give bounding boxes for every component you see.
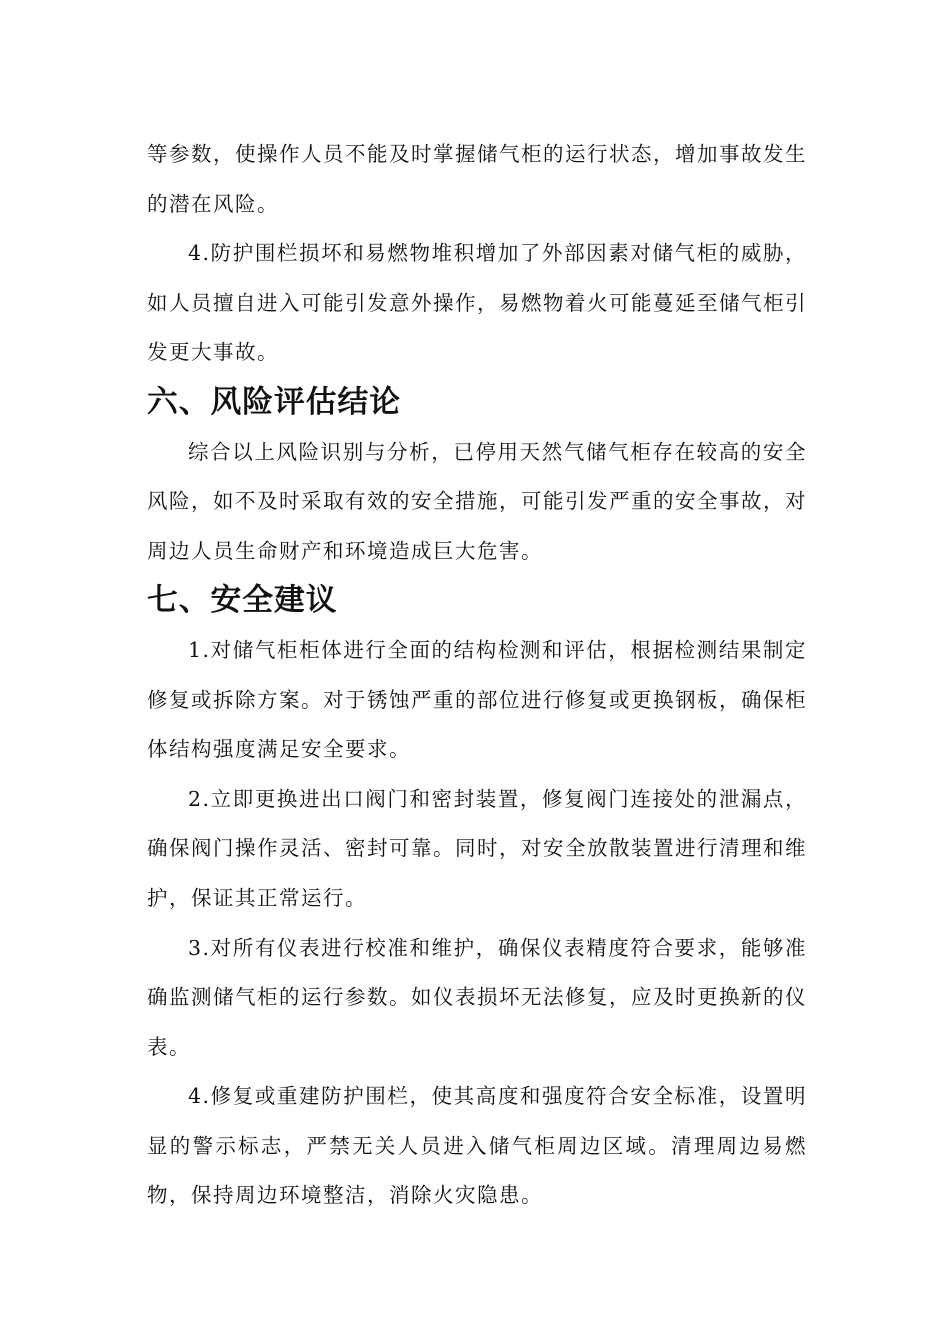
paragraph-risk-4: 4.防护围栏损坏和易燃物堆积增加了外部因素对储气柜的威胁，如人员擅自进入可能引发意外操作，易燃物着火可能蔓延至储气柜引发更大事故。 <box>147 241 807 365</box>
paragraph-continuation: 等参数，使操作人员不能及时掌握储气柜的运行状态，增加事故发生的潜在风险。 <box>147 142 807 216</box>
paragraph-advice-1: 1.对储气柜柜体进行全面的结构检测和评估，根据检测结果制定修复或拆除方案。对于锈蚀严重的部位进行修复或更换钢板，确保柜体结构强度满足安全要求。 <box>147 637 807 762</box>
paragraph-advice-3: 3.对所有仪表进行校准和维护，确保仪表精度符合要求，能够准确监测储气柜的运行参数。如仪表损坏无法修复，应及时更换新的仪表。 <box>147 935 807 1059</box>
paragraph-advice-4: 4.修复或重建防护围栏，使其高度和强度符合安全标准，设置明显的警示标志，严禁无关人员进入储气柜周边区域。清理周边易燃物，保持周边环境整洁，消除火灾隐患。 <box>147 1084 807 1208</box>
paragraph-conclusion: 综合以上风险识别与分析，已停用天然气储气柜存在较高的安全风险，如不及时采取有效的安全措施，可能引发严重的安全事故，对周边人员生命财产和环境造成巨大危害。 <box>147 439 807 563</box>
document-page <box>147 130 807 1221</box>
section-heading-safety-advice: 七、安全建议 <box>147 582 338 619</box>
paragraph-advice-2: 2.立即更换进出口阀门和密封装置，修复阀门连接处的泄漏点，确保阀门操作灵活、密封可靠。同时，对安全放散装置进行清理和维护，保证其正常运行。 <box>147 786 807 910</box>
section-heading-risk-conclusion: 六、风险评估结论 <box>147 383 402 420</box>
